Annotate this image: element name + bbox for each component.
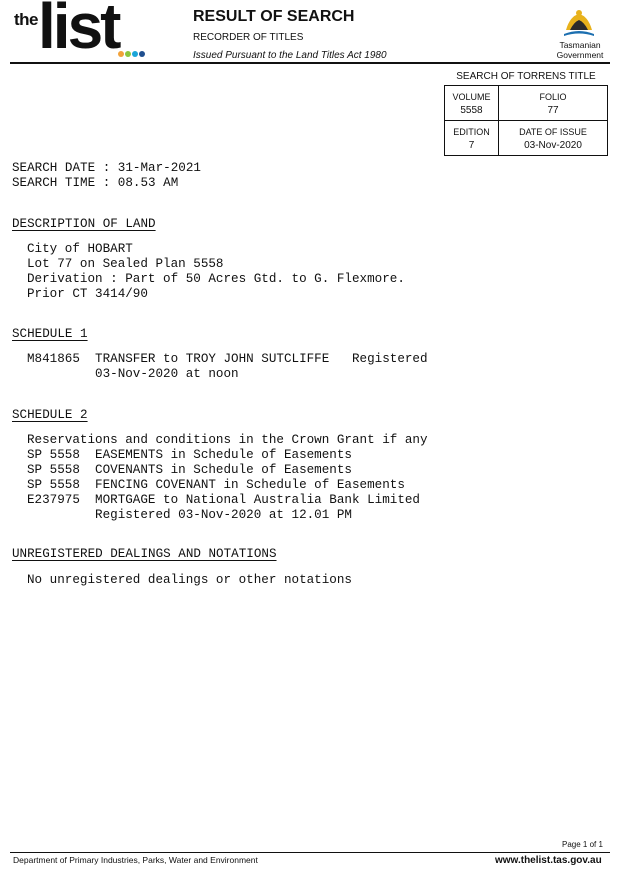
footer-divider bbox=[10, 852, 610, 853]
schedule-1-line: M841865 TRANSFER to TROY JOHN SUTCLIFFE Registered bbox=[27, 352, 428, 366]
schedule-2-line: SP 5558 FENCING COVENANT in Schedule of Easements bbox=[27, 478, 405, 492]
schedule-2-line: Reservations and conditions in the Crown Grant if any bbox=[27, 433, 428, 447]
logo-dot-green bbox=[125, 51, 131, 57]
edition-label: EDITION bbox=[453, 127, 490, 137]
schedule-1-heading: SCHEDULE 1 bbox=[12, 327, 88, 341]
description-heading: DESCRIPTION OF LAND bbox=[12, 217, 156, 231]
schedule-2-line: E237975 MORTGAGE to National Australia Bank Limited bbox=[27, 493, 420, 507]
issue-date-label: DATE OF ISSUE bbox=[519, 127, 587, 137]
search-date: SEARCH DATE : 31-Mar-2021 bbox=[12, 161, 201, 175]
description-line: City of HOBART bbox=[27, 242, 133, 256]
government-wordmark bbox=[548, 40, 612, 60]
unregistered-line: No unregistered dealings or other notations bbox=[27, 573, 352, 587]
volume-cell bbox=[445, 86, 499, 121]
schedule-2-line: SP 5558 COVENANTS in Schedule of Easements bbox=[27, 463, 352, 477]
logo-dots bbox=[118, 51, 145, 57]
gov-line-1: Tasmanian bbox=[559, 40, 601, 50]
folio-value: 77 bbox=[547, 105, 559, 116]
description-line: Lot 77 on Sealed Plan 5558 bbox=[27, 257, 224, 271]
description-line: Prior CT 3414/90 bbox=[27, 287, 148, 301]
header-divider bbox=[10, 62, 610, 64]
logo-dot-navy bbox=[139, 51, 145, 57]
logo-dot-blue bbox=[132, 51, 138, 57]
act-reference: Issued Pursuant to the Land Titles Act 1980 bbox=[193, 50, 387, 61]
folio-label: FOLIO bbox=[539, 92, 567, 102]
page-title: RESULT OF SEARCH bbox=[193, 8, 355, 25]
torrens-title-heading: SEARCH OF TORRENS TITLE bbox=[456, 71, 596, 82]
page-number: Page 1 of 1 bbox=[562, 840, 603, 849]
schedule-1-line: 03-Nov-2020 at noon bbox=[27, 367, 239, 381]
schedule-2-heading: SCHEDULE 2 bbox=[12, 408, 88, 422]
logo-list-text: list bbox=[38, 0, 119, 62]
page-subtitle: RECORDER OF TITLES bbox=[193, 32, 304, 43]
issue-date-value: 03-Nov-2020 bbox=[524, 140, 582, 151]
logo-dot-orange bbox=[118, 51, 124, 57]
edition-value: 7 bbox=[468, 140, 475, 151]
gov-line-2: Government bbox=[556, 50, 604, 60]
schedule-2-line: Registered 03-Nov-2020 at 12.01 PM bbox=[27, 508, 352, 522]
description-line: Derivation : Part of 50 Acres Gtd. to G. Flexmore. bbox=[27, 272, 405, 286]
logo-the-text: the bbox=[14, 10, 38, 29]
tasmanian-government-emblem-icon bbox=[560, 8, 598, 38]
schedule-2-line: SP 5558 EASEMENTS in Schedule of Easements bbox=[27, 448, 352, 462]
unregistered-heading: UNREGISTERED DEALINGS AND NOTATIONS bbox=[12, 547, 277, 561]
volume-value: 5558 bbox=[460, 105, 483, 116]
department-name: Department of Primary Industries, Parks, Water and Environment bbox=[13, 855, 258, 865]
issue-date-cell bbox=[499, 121, 608, 156]
website-link[interactable]: www.thelist.tas.gov.au bbox=[495, 855, 602, 866]
volume-label: VOLUME bbox=[452, 92, 491, 102]
torrens-title-table bbox=[444, 85, 608, 156]
edition-cell bbox=[445, 121, 499, 156]
search-time: SEARCH TIME : 08.53 AM bbox=[12, 176, 179, 190]
folio-cell bbox=[499, 86, 608, 121]
